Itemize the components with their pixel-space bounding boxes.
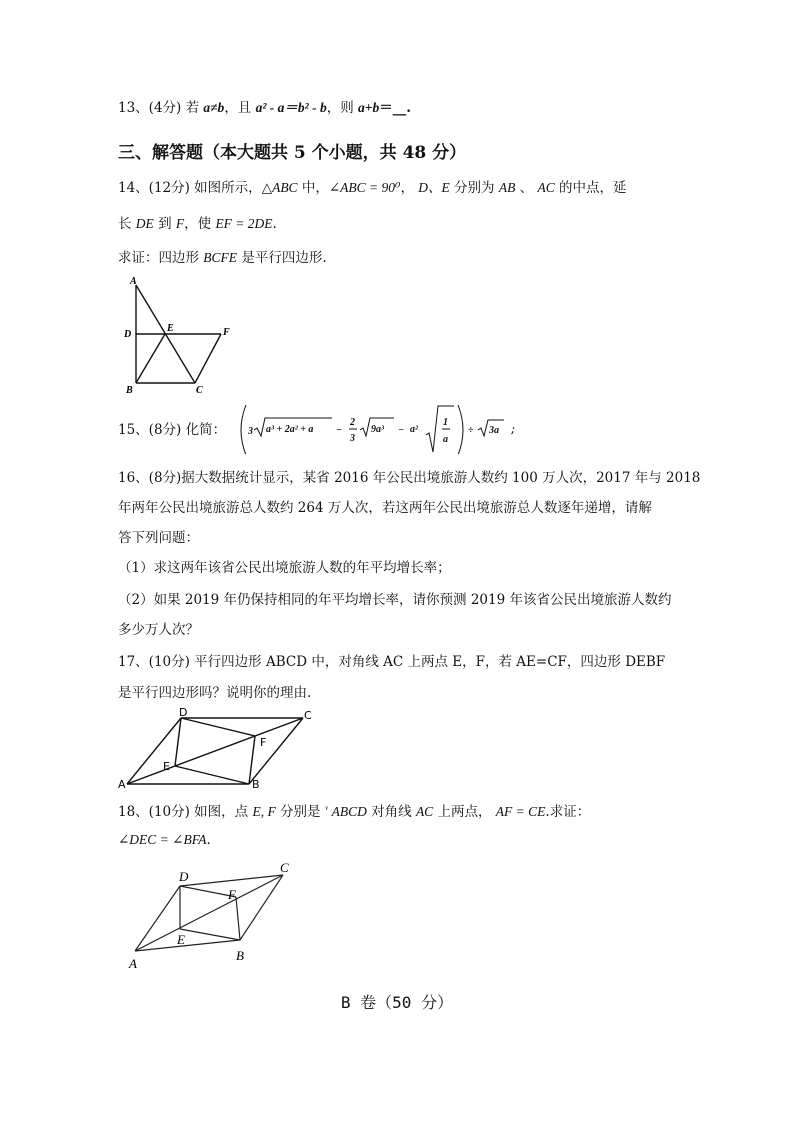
- inverse-denominator: a: [443, 434, 448, 445]
- question-16-sub2a: （2）如果 2019 年仍保持相同的年平均增长率，请你预测 2019 年该省公民出境旅游人数约: [118, 592, 672, 608]
- label-d: D: [124, 329, 132, 340]
- question-16-sub1: （1）求这两年该省公民出境旅游人数的年平均增长率；: [118, 560, 451, 576]
- question-14-line1: [118, 178, 627, 198]
- radicand-3: 3a: [489, 425, 499, 436]
- question-16-sub2b: 多少万人次？: [118, 622, 199, 638]
- q14-text: ，使: [184, 216, 216, 232]
- line-ac: [135, 875, 283, 951]
- q14-segment: AB: [498, 180, 516, 195]
- q14-text: ，: [400, 180, 419, 196]
- q18-points: E, F: [252, 804, 276, 819]
- q14-equation: EF = 2DE: [215, 216, 273, 231]
- coef: 3: [248, 426, 253, 437]
- q14-text: 的中点，延: [554, 180, 627, 196]
- label-c: C: [280, 860, 289, 875]
- question-18-line2: [118, 830, 211, 850]
- fraction-numerator: 2: [350, 417, 355, 428]
- question-16-line2: 年两年公民出境旅游总人数约 264 万人次，若这两年公民出境旅游总人数逐年递增，请解: [118, 500, 652, 516]
- label-e: E: [177, 932, 185, 947]
- q15-formula: [236, 402, 526, 454]
- question-17-line2: 是平行四边形吗？说明你的理由.: [118, 685, 312, 701]
- paren-right: [458, 405, 463, 454]
- label-c: C: [196, 385, 203, 396]
- q14-text: 到: [153, 216, 176, 232]
- q13-text: ，且: [224, 100, 256, 116]
- q14-triangle: △ABC: [261, 180, 298, 195]
- q13-equation: a² - a＝b² - b: [255, 100, 327, 115]
- a-squared: a²: [410, 424, 418, 435]
- q18-text: 18、(10分) 如图，点: [118, 804, 253, 820]
- q17-figure: [117, 706, 317, 794]
- label-d: D: [179, 706, 188, 719]
- radicand-1: a³ + 2a² + a: [266, 424, 314, 435]
- question-16-line3: 答下列问题：: [118, 530, 199, 546]
- label-f: F: [228, 887, 236, 902]
- q14-text: 求证：四边形: [118, 250, 204, 266]
- q13-ask: a+b: [358, 100, 380, 115]
- q14-text: 长: [118, 216, 136, 232]
- line-cd: [180, 875, 283, 886]
- question-18-line1: [118, 800, 590, 822]
- q14-text: 分别为: [449, 180, 499, 196]
- line-cf: [195, 334, 221, 383]
- q18-angle-equation: ∠DEC = ∠BFA: [118, 832, 207, 847]
- q18-text: .求证：: [545, 804, 591, 820]
- q14-text: 、: [515, 180, 538, 196]
- q14-figure: [120, 275, 240, 400]
- line-eb: [180, 929, 240, 940]
- q18-text: 上两点，: [433, 804, 496, 820]
- label-d: D: [179, 869, 189, 884]
- q13-prefix: 13、(4分) 若: [118, 100, 204, 116]
- fraction-denominator: 3: [350, 433, 355, 444]
- line-fd: [181, 718, 255, 736]
- q14-text: 是平行四边形.: [237, 250, 327, 266]
- radicand-2: 9a³: [371, 424, 384, 435]
- question-13: [118, 98, 411, 118]
- question-15-label: 15、(8分) 化简：: [118, 422, 227, 438]
- label-e: E: [167, 323, 174, 334]
- q13-text: ，则: [326, 100, 358, 116]
- question-14-line2: [118, 214, 277, 234]
- label-a: A: [129, 956, 137, 971]
- minus: −: [398, 425, 405, 436]
- q14-text: .: [272, 216, 277, 232]
- label-e: E: [163, 760, 170, 773]
- q14-points: D、E: [418, 180, 450, 195]
- q18-figure: [125, 855, 300, 973]
- label-b: B: [236, 948, 244, 963]
- q18-segment: AC: [415, 804, 434, 819]
- line-bf: [236, 897, 240, 940]
- q14-point: F: [175, 216, 185, 231]
- question-17-line1: 17、(10分) 平行四边形 ABCD 中，对角线 AC 上两点 E，F，若 AE=CF，四边形 DEBF: [118, 654, 666, 670]
- label-b: B: [252, 778, 260, 791]
- q18-text: 分别是: [275, 804, 325, 820]
- paren-left: [241, 405, 246, 454]
- q14-angle: ∠ABC = 90⁰: [328, 180, 401, 195]
- label-f: F: [223, 327, 230, 338]
- line-be: [136, 334, 165, 383]
- label-a: A: [130, 276, 137, 287]
- q18-parallelogram: ABCD: [328, 804, 367, 819]
- line-da: [135, 886, 180, 951]
- q18-text: .: [206, 832, 211, 848]
- line-ab: [135, 940, 240, 951]
- divide: ÷: [468, 425, 474, 436]
- q14-segment: AC: [537, 180, 555, 195]
- question-14-line3: [118, 248, 327, 268]
- inverse-numerator: 1: [443, 417, 448, 428]
- q13-condition: a≠b: [203, 100, 225, 115]
- question-16-line1: 16、(8分)据大数据统计显示，某省 2016 年公民出境旅游人数约 100 万人次，2017 年与 2018: [118, 470, 701, 486]
- q13-blank: ＝__.: [379, 100, 411, 116]
- label-b: B: [126, 385, 133, 396]
- q14-segment: DE: [135, 216, 154, 231]
- section-heading: 三、解答题（本大题共 5 个小题，共 48 分）: [118, 143, 467, 163]
- label-f: F: [260, 736, 267, 749]
- line-eb: [175, 766, 249, 784]
- section-b-heading: B 卷（50 分）: [340, 993, 454, 1012]
- label-a: A: [118, 778, 126, 791]
- end-punctuation: ；: [510, 425, 520, 436]
- line-bc: [240, 875, 283, 940]
- minus: −: [336, 425, 343, 436]
- q14-text: 中，: [297, 180, 329, 196]
- q18-parallelogram-symbol: ᵞ: [324, 805, 329, 815]
- label-c: C: [304, 709, 312, 722]
- q14-text: 14、(12分) 如图所示，: [118, 180, 262, 196]
- q18-text: 对角线: [366, 804, 416, 820]
- q18-equation: AF = CE: [495, 804, 546, 819]
- q14-quadrilateral: BCFE: [203, 250, 238, 265]
